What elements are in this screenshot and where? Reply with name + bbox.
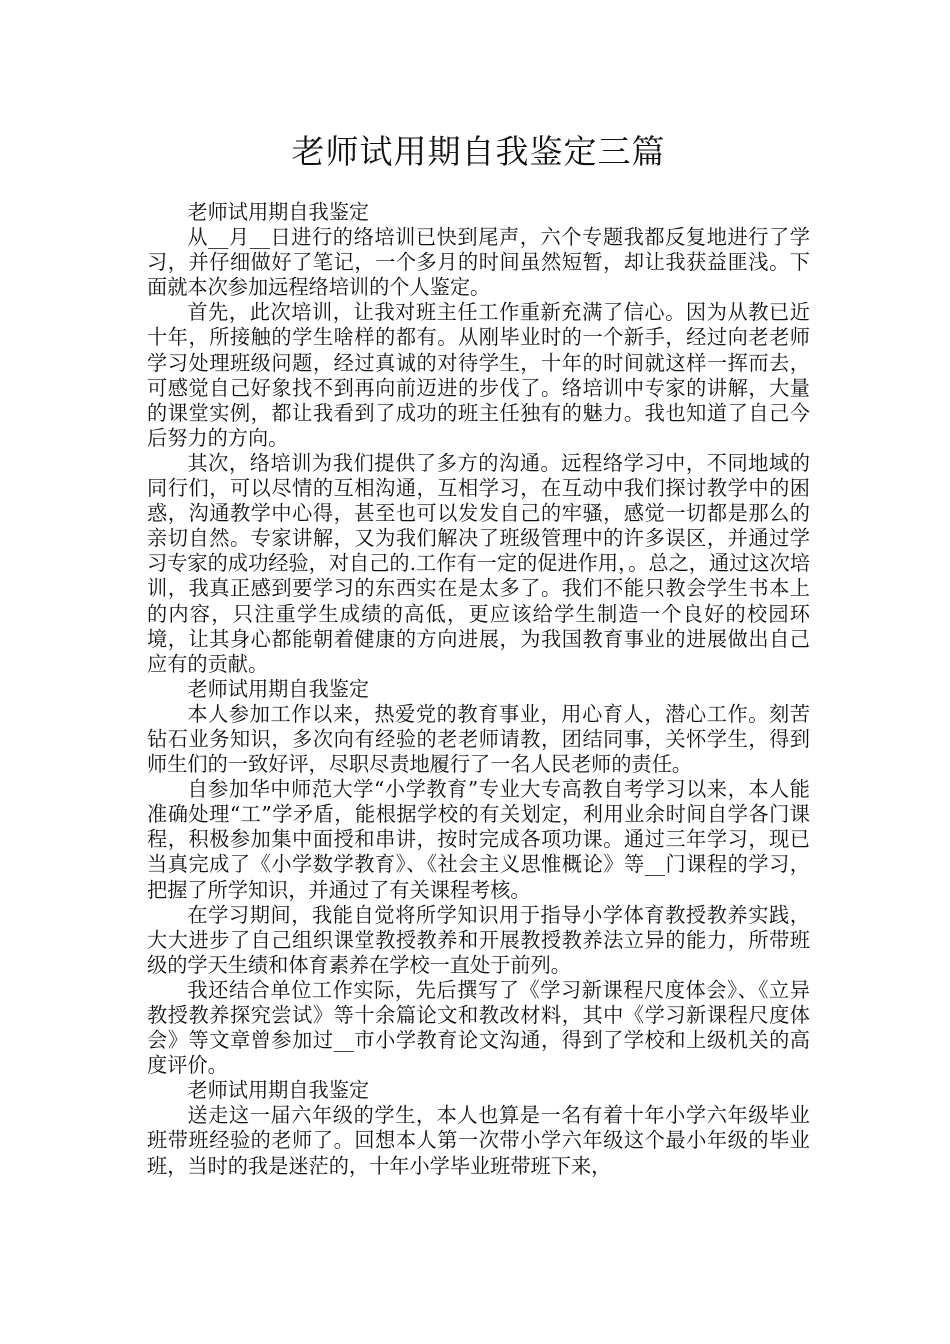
paragraph: 自参加华中师范大学“小学教育”专业大专高教自考学习以来，本人能准确处理“工”学矛盾，能根据学校的有关划定，利用业余时间自学各门课程，积极参加集中面授和串讲，按时完成各项功课。通过三年学习，现已当真完成了《小学数学教育》、《社会主义思惟概论》等__门课程的学习，把握了所学知识，并通过了有关课程考核。 [147, 777, 810, 902]
paragraph: 送走这一届六年级的学生，本人也算是一名有着十年小学六年级毕业班带班经验的老师了。回想本人第一次带小学六年级这个最小年级的毕业班，当时的我是迷茫的，十年小学毕业班带班下来， [147, 1103, 810, 1178]
paragraph: 我还结合单位工作实际，先后撰写了《学习新课程尺度体会》、《立异教授教养探究尝试》等十余篇论文和教改材料，其中《学习新课程尺度体会》等文章曾参加过__市小学教育论文沟通，得到了学校和上级机关的高度评价。 [147, 977, 810, 1078]
section-heading: 老师试用期自我鉴定 [187, 200, 370, 224]
section-heading: 老师试用期自我鉴定 [187, 676, 370, 701]
document-title: 老师试用期自我鉴定三篇 [291, 132, 666, 171]
paragraph: 从__月__日进行的络培训已快到尾声，六个专题我都反复地进行了学习，并仔细做好了笔记，一个多月的时间虽然短暂，却让我获益匪浅。下面就本次参加远程络培训的个人鉴定。 [147, 225, 810, 300]
section-heading: 老师试用期自我鉴定 [187, 1078, 370, 1103]
paragraph: 本人参加工作以来，热爱党的教育事业，用心育人，潜心工作。刻苦钻石业务知识，多次向有经验的老老师请教，团结同事，关怀学生，得到师生们的一致好评，尽职尽责地履行了一名人民老师的责任。 [147, 701, 810, 777]
paragraph: 其次，络培训为我们提供了多方的沟通。远程络学习中，不同地域的同行们，可以尽情的互相沟通，互相学习，在互动中我们探讨教学中的困惑，沟通教学中心得，甚至也可以发发自己的牢骚，感觉一切都是那么的亲切自然。专家讲解，又为我们解决了班级管理中的许多误区，并通过学习专家的成功经验，对自己的.工作有一定的促进作用，。总之，通过这次培训，我真正感到要学习的东西实在是太多了。我们不能只教会学生书本上的内容，只注重学生成绩的高低，更应该给学生制造一个良好的校园环境，让其身心都能朝着健康的方向进展，为我国教育事业的进展做出自己应有的贡献。 [147, 450, 810, 676]
paragraph: 在学习期间，我能自觉将所学知识用于指导小学体育教授教养实践，大大进步了自己组织课堂教授教养和开展教授教养法立异的能力，所带班级的学天生绩和体育素养在学校一直处于前列。 [147, 902, 810, 977]
paragraph: 首先，此次培训，让我对班主任工作重新充满了信心。因为从教已近十年，所接触的学生啥样的都有。从刚毕业时的一个新手，经过向老老师学习处理班级问题，经过真诚的对待学生，十年的时间就这样一挥而去，可感觉自己好象找不到再向前迈进的步伐了。络培训中专家的讲解，大量的课堂实例，都让我看到了成功的班主任独有的魅力。我也知道了自己今后努力的方向。 [147, 300, 810, 450]
document-body [147, 200, 810, 1179]
